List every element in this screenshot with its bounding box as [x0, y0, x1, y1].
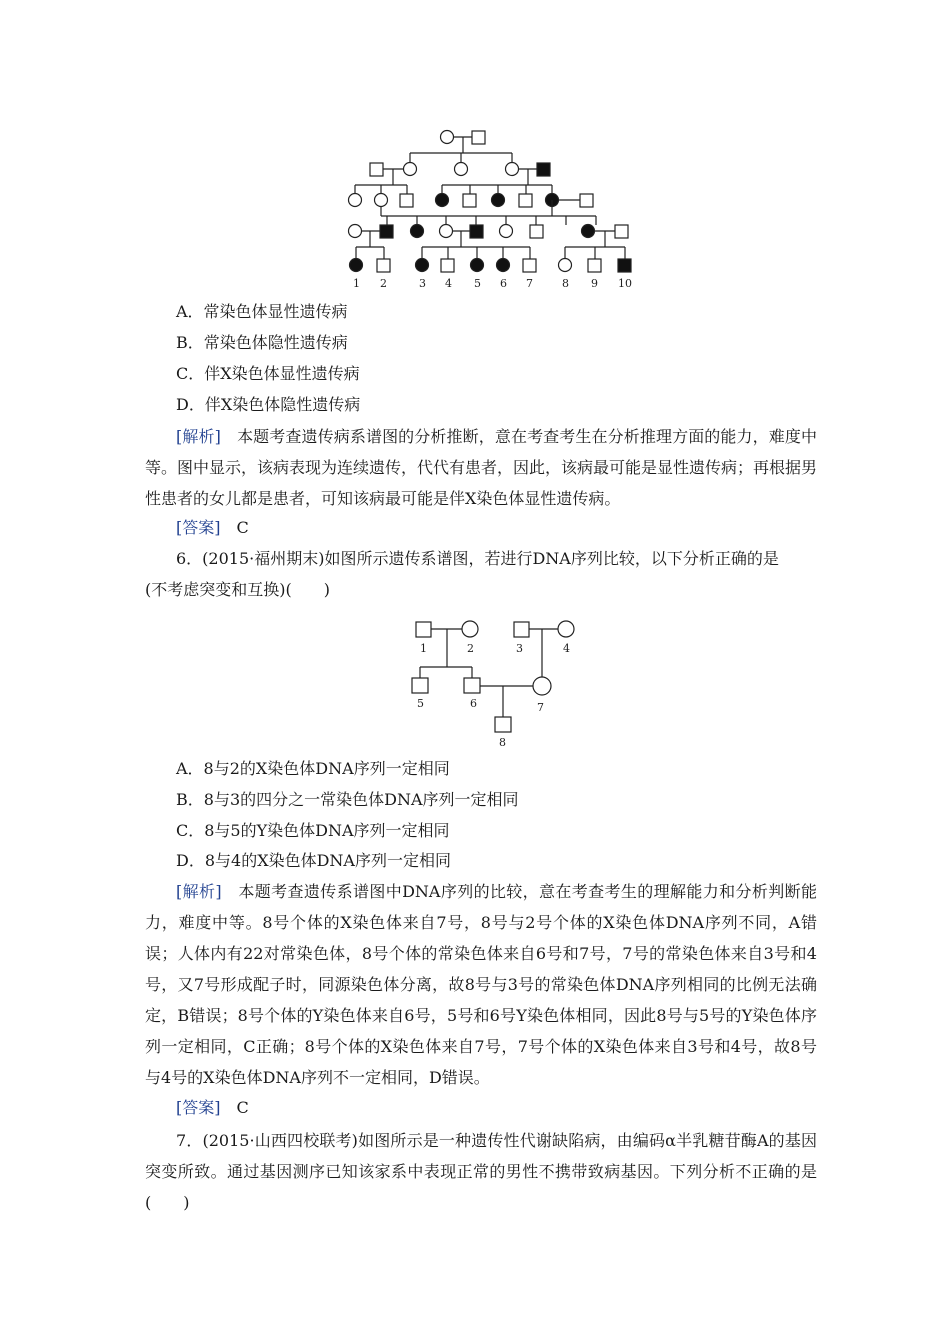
pedigree-affected-female	[582, 225, 595, 238]
pedigree-affected-male	[380, 225, 393, 238]
pedigree-male	[580, 194, 593, 207]
pedigree-female	[375, 194, 388, 207]
question-stem: 6．(2015·福州期末)如图所示遗传系谱图，若进行DNA序列比较，以下分析正确的是	[176, 549, 779, 568]
pedigree-female	[441, 131, 454, 144]
option-d: D．伴X染色体隐性遗传病	[176, 395, 361, 414]
pedigree-male	[588, 259, 601, 272]
analysis-text: 本题考查遗传病系谱图的分析推断，意在考查考生在分析推理方面的能力，难度中等。图中显示，该病表现为连续遗传，代代有患者，因此，该病最可能是显性遗传病；再根据男性患者的女儿都是患者，可知该病最可能是伴X染色体显性遗传病。	[145, 427, 818, 508]
analysis-paragraph	[145, 876, 817, 1093]
pedigree-female	[404, 163, 417, 176]
question-stem-cont: (不考虑突变和互换)( )	[145, 580, 330, 599]
pedigree-affected-female	[492, 194, 505, 207]
pedigree-label: 7	[526, 277, 533, 290]
pedigree-female	[440, 225, 453, 238]
analysis-text: 本题考查遗传系谱图中DNA序列的比较，意在考查考生的理解能力和分析判断能力，难度中等。8号个体的X染色体来自7号，8号与2号个体的X染色体DNA序列不同，A错误；人体内有22对常染色体，8号个体的常染色体来自6号和7号，7号的常染色体来自3号和4号，又7号形成配子时，同源染色体分离，故8号与3号的常染色体DNA序列相同的比例无法确定，B错误；8号个体的Y染色体来自6号，5号和6号Y染色体相同，因此8号与5号的Y染色体序列一定相同，C正确；8号个体的X染色体来自7号，7号个体的X染色体来自3号和4号，故8号与4号的X染色体DNA序列不一定相同，D错误。	[145, 882, 817, 1087]
pedigree-male	[495, 717, 511, 732]
pedigree-male	[441, 259, 454, 272]
pedigree-label: 2	[380, 277, 387, 290]
analysis-paragraph	[145, 421, 817, 514]
pedigree-male	[463, 194, 476, 207]
pedigree-male	[416, 622, 431, 637]
pedigree-male	[464, 678, 480, 693]
option-a: A．常染色体显性遗传病	[176, 302, 348, 321]
pedigree-male	[377, 259, 390, 272]
pedigree-affected-female	[350, 259, 363, 272]
pedigree-label: 1	[353, 277, 360, 290]
pedigree-male	[615, 225, 628, 238]
answer-line	[176, 1098, 249, 1118]
pedigree-male	[412, 678, 428, 693]
question-stem: 7．(2015·山西四校联考)如图所示是一种遗传性代谢缺陷病，由编码α半乳糖苷酶A的基因突变所致。通过基因测序已知该家系中表现正常的男性不携带致病基因。下列分析不正确的是( )	[145, 1131, 817, 1212]
pedigree-label: 3	[516, 642, 523, 655]
option-b: B．8与3的四分之一常染色体DNA序列一定相同	[176, 790, 519, 809]
pedigree-label: 1	[420, 642, 427, 655]
pedigree-affected-male	[537, 163, 550, 176]
analysis-tag: [解析]	[176, 882, 222, 901]
pedigree-label: 6	[470, 697, 477, 710]
pedigree-female	[349, 225, 362, 238]
pedigree-affected-female	[471, 259, 484, 272]
pedigree-affected-female	[497, 259, 510, 272]
pedigree-male	[514, 622, 529, 637]
pedigree-female	[455, 163, 468, 176]
pedigree-label: 5	[417, 697, 424, 710]
pedigree-label: 2	[467, 642, 474, 655]
pedigree-male	[519, 194, 532, 207]
answer-tag: [答案]	[176, 1098, 221, 1117]
pedigree-male	[472, 131, 485, 144]
pedigree-male	[370, 163, 383, 176]
pedigree-male	[530, 225, 543, 238]
pedigree-affected-male	[618, 259, 631, 272]
pedigree-label: 7	[537, 701, 544, 714]
pedigree-male	[523, 259, 536, 272]
pedigree-chart-1	[340, 125, 640, 293]
pedigree-label: 6	[500, 277, 507, 290]
pedigree-label: 8	[499, 736, 506, 749]
pedigree-female	[349, 194, 362, 207]
pedigree-male	[400, 194, 413, 207]
pedigree-label: 8	[562, 277, 569, 290]
pedigree-label: 4	[563, 642, 570, 655]
pedigree-affected-male	[470, 225, 483, 238]
pedigree-label: 5	[474, 277, 481, 290]
option-d: D．8与4的X染色体DNA序列一定相同	[176, 851, 451, 870]
answer-value: C	[236, 1098, 249, 1117]
pedigree-female	[533, 677, 551, 695]
option-a: A．8与2的X染色体DNA序列一定相同	[176, 759, 450, 778]
answer-value: C	[236, 518, 249, 537]
analysis-tag: [解析]	[176, 427, 221, 446]
pedigree-label: 3	[419, 277, 426, 290]
option-b: B．常染色体隐性遗传病	[176, 333, 348, 352]
option-c: C．8与5的Y染色体DNA序列一定相同	[176, 821, 450, 840]
pedigree-female	[558, 621, 574, 637]
pedigree-label: 9	[591, 277, 598, 290]
pedigree-chart-2	[400, 615, 590, 753]
pedigree-female	[559, 259, 572, 272]
answer-line	[176, 518, 249, 538]
pedigree-affected-female	[416, 259, 429, 272]
pedigree-affected-female	[411, 225, 424, 238]
pedigree-label: 10	[618, 277, 632, 290]
pedigree-label: 4	[445, 277, 452, 290]
pedigree-female	[506, 163, 519, 176]
answer-tag: [答案]	[176, 518, 221, 537]
pedigree-female	[462, 621, 478, 637]
pedigree-female	[500, 225, 513, 238]
option-c: C．伴X染色体显性遗传病	[176, 364, 360, 383]
pedigree-affected-female	[436, 194, 449, 207]
